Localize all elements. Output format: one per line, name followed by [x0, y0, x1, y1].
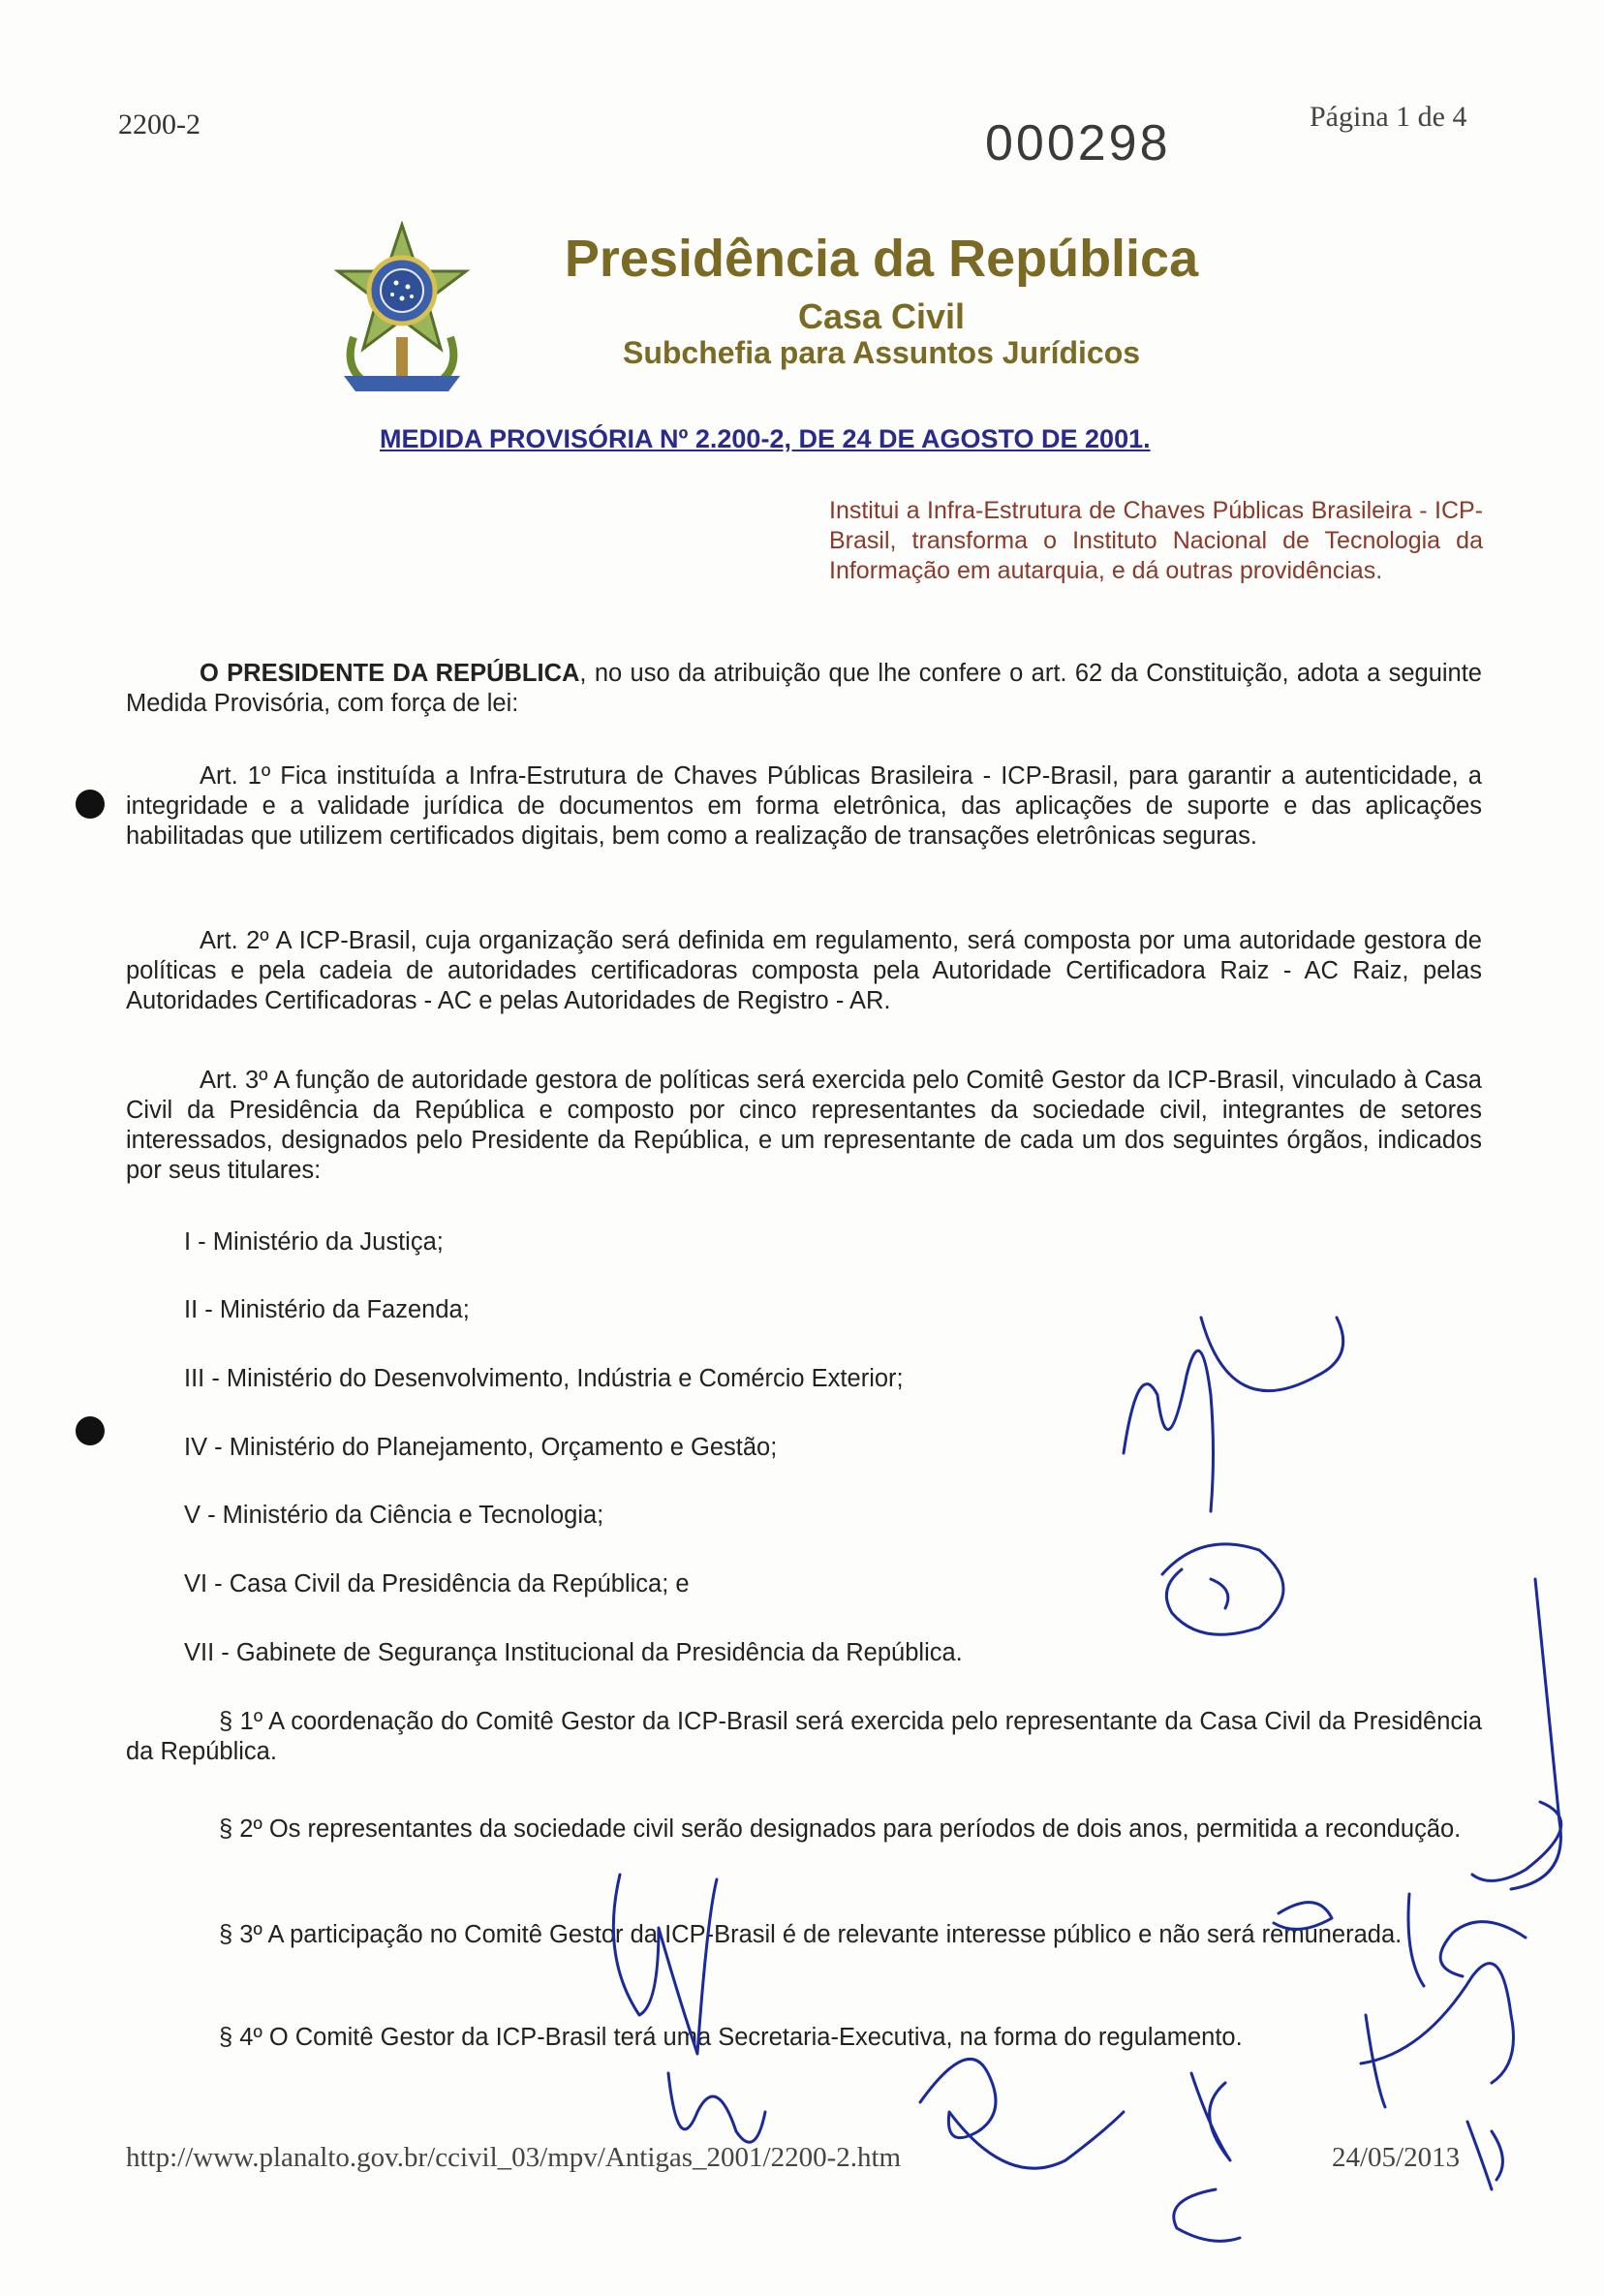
unit-title: Casa Civil	[797, 296, 966, 336]
institution-title: Presidência da República	[564, 230, 1199, 288]
document-title: MEDIDA PROVISÓRIA Nº 2.200-2, DE 24 DE AGOSTO DE 2001.	[380, 424, 1151, 453]
list-item: II - Ministério da Fazenda;	[184, 1296, 470, 1323]
document-id: 2200-2	[118, 109, 200, 140]
preamble-bold: O PRESIDENTE DA REPÚBLICA	[200, 660, 580, 687]
list-item: IV - Ministério do Planejamento, Orçamento e Gestão;	[184, 1434, 778, 1461]
list-item: VI - Casa Civil da Presidência da República; e	[184, 1570, 690, 1598]
article-1: Art. 1º Fica instituída a Infra-Estrutura de Chaves Públicas Brasileira - ICP-Brasil, para garantir a autenticidade, a integridade e a validade jurídica de documentos em forma eletrônica, das aplicações de suporte e das aplicações habilitadas que utilizem certificados digitais, bem como a realização de transações eletrônicas seguras.	[126, 762, 1482, 850]
footer-url: http://www.planalto.gov.br/ccivil_03/mpv/Antigas_2001/2200-2.htm	[126, 2142, 902, 2173]
paragraph-2: § 2º Os representantes da sociedade civil serão designados para períodos de dois anos, permitida a recondução.	[219, 1815, 1462, 1843]
ementa-text: Institui a Infra-Estrutura de Chaves Públicas Brasileira - ICP-Brasil, transforma o Instituto Nacional de Tecnologia da Informação em autarquia, e dá outras providências.	[829, 497, 1483, 584]
article-2: Art. 2º A ICP-Brasil, cuja organização será definida em regulamento, será composta por uma autoridade gestora de políticas e pela cadeia de autoridades certificadoras composta pela Autoridade Certificadora Raiz - AC Raiz, pelas Autoridades Certificadoras - AC e pelas Autoridades de Registro - AR.	[126, 927, 1482, 1014]
paragraph-1: § 1º A coordenação do Comitê Gestor da ICP-Brasil será exercida pelo representante da Casa Civil da Presidência da República.	[126, 1708, 1482, 1765]
list-item: V - Ministério da Ciência e Tecnologia;	[184, 1502, 604, 1529]
article-3: Art. 3º A função de autoridade gestora de políticas será exercida pelo Comitê Gestor da ICP-Brasil, vinculado à Casa Civil da Presidência da República e composto por cinco representantes da sociedade civil, integrantes de setores interessados, designados pelo Presidente da República, e um representante de cada um dos seguintes órgãos, indicados por seus titulares:	[126, 1067, 1482, 1184]
list-item: VII - Gabinete de Segurança Institucional da Presidência da República.	[184, 1639, 963, 1666]
list-item: III - Ministério do Desenvolvimento, Indústria e Comércio Exterior;	[184, 1365, 904, 1392]
page-stamp-number: 000298	[985, 115, 1171, 171]
list-item: I - Ministério da Justiça;	[184, 1228, 444, 1256]
paragraph-4: § 4º O Comitê Gestor da ICP-Brasil terá uma Secretaria-Executiva, na forma do regulamento.	[219, 2024, 1243, 2051]
page-number: Página 1 de 4	[1310, 101, 1467, 133]
paragraph-3: § 3º A participação no Comitê Gestor da ICP-Brasil é de relevante interesse público e não será remunerada.	[219, 1921, 1403, 1948]
subunit-title: Subchefia para Assuntos Jurídicos	[622, 335, 1141, 370]
footer-date: 24/05/2013	[1332, 2142, 1461, 2173]
preamble-text: , no uso da atribuição que lhe confere o art. 62 da Constituição, adota a seguinte Medida Provisória, com força de lei:	[126, 660, 1482, 717]
